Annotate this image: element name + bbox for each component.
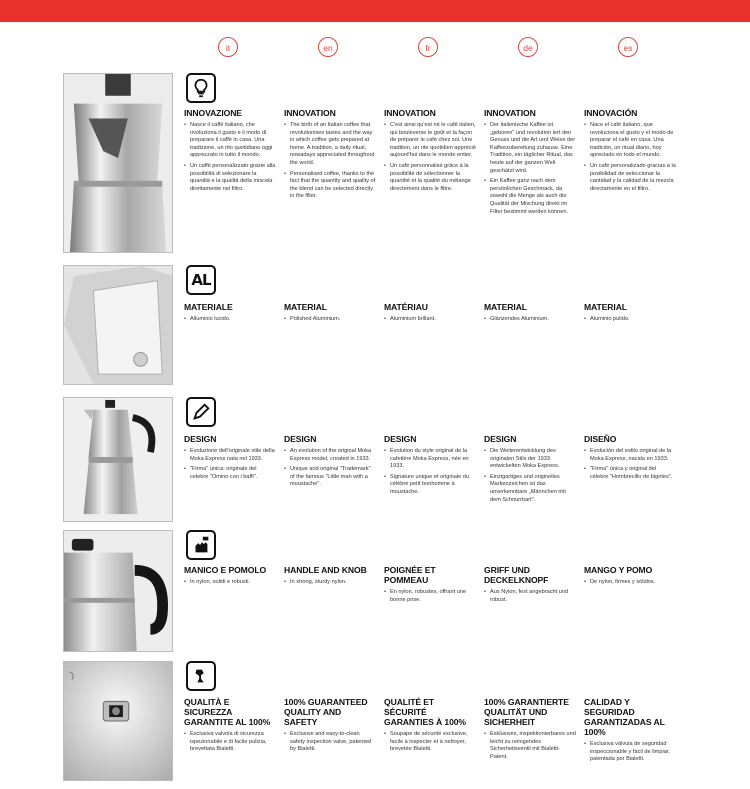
column-title: INNOVACIÓN xyxy=(584,108,638,118)
list-item: • Exklusives, inspektionierbares und leicht zu reinigendes Sicherheitsventil mit Bialetti-Patent. xyxy=(484,731,576,761)
column-title: 100% GARANTIERTE QUALITÄT UND SICHERHEIT xyxy=(484,697,569,727)
column-title: DESIGN xyxy=(284,434,317,444)
lang-badge-de: de xyxy=(518,37,538,57)
column-title: DESIGN xyxy=(484,434,517,444)
column-en xyxy=(284,565,376,590)
column-title: DESIGN xyxy=(384,434,417,444)
column-title: QUALITÉ ET SÉCURITÉ GARANTIES À 100% xyxy=(384,697,466,727)
product-photo-safety-valve xyxy=(63,661,173,781)
list-item: • Exclusive and easy-to-clean safety inspection valve, patented by Bialetti. xyxy=(284,731,376,754)
list-item: • De nylon, firmes y sólidos. xyxy=(584,579,676,587)
column-title: MATÉRIAU xyxy=(384,302,428,312)
list-item: • Ein Kaffee ganz nach dem persönlichen Geschmack, da sowohl die Menge als auch die Qualität der Mischung direkt im Filter bestimmt werden können. xyxy=(484,178,576,216)
column-title: DISEÑO xyxy=(584,434,617,444)
column-de xyxy=(484,434,576,507)
column-title: MANGO Y POMO xyxy=(584,565,653,575)
list-item: • Aus Nylon, fest angebracht und robust. xyxy=(484,589,576,604)
column-en xyxy=(284,302,376,327)
list-item: • Exclusiva válvula de seguridad inspeccionable y fácil de limpiar, patentada por Bialetti. xyxy=(584,741,676,764)
column-es xyxy=(584,434,676,484)
aluminium-symbol-text: AL xyxy=(191,271,211,289)
list-item: • Der italienische Kaffee ist „geboren" und revolution iert den Genuss und die Art und Weise der Kaffeezubereitung zuhause. Eine Tradition, ein täglicher Ritual, das heute auf der ganzen Welt geschätzt wird. xyxy=(484,122,576,175)
list-item: • Die Weiterentwicklung des originalen Stils der 1933 entwickelten Moka Express. xyxy=(484,448,576,471)
list-item: • Glänzendes Aluminium. xyxy=(484,316,576,324)
column-title: INNOVATION xyxy=(284,108,336,118)
column-es xyxy=(584,302,676,327)
column-title: GRIFF UND DECKELKNOPF xyxy=(484,565,549,585)
list-item: • En nylon, robustes, offrant une bonne prise. xyxy=(384,589,476,604)
column-fr xyxy=(384,302,476,327)
list-item: • Nace el café italiano, que revoluciona el gusto y el modo de preparar el café en casa. Una tradición, un ritual diario, hoy apreciado en todo el mundo. xyxy=(584,122,676,160)
pencil-design-icon xyxy=(186,397,216,427)
column-en xyxy=(284,434,376,492)
top-red-bar xyxy=(0,0,750,22)
column-es xyxy=(584,565,676,590)
list-item: • Un caffè personalizzato grazie alla possibilità di selezionare la quantità e la qualità della miscela direttamente nel filtro. xyxy=(184,163,276,193)
column-title: MATERIAL xyxy=(484,302,527,312)
product-photo-handle xyxy=(63,530,173,652)
list-item: • "Firma" única y original del célebre "Hombrecillo de bigotes". xyxy=(584,466,676,481)
list-item: • Evoluzione dell'originale stile della Moka Express nata nel 1933. xyxy=(184,448,276,463)
column-title: MATERIALE xyxy=(184,302,233,312)
column-en xyxy=(284,697,376,757)
column-en xyxy=(284,108,376,204)
column-it xyxy=(184,108,276,196)
column-title: HANDLE AND KNOB xyxy=(284,565,367,575)
product-photo-aluminium xyxy=(63,265,173,385)
column-de xyxy=(484,565,576,607)
list-item: • Évolution du style original de la cafetière Moka Express, née en 1933. xyxy=(384,448,476,471)
list-item: • Unique and original "Trademark" of the famous "Little man with a moustache". xyxy=(284,466,376,489)
column-fr xyxy=(384,697,476,757)
safety-valve-icon xyxy=(186,661,216,691)
list-item: • Einzigartiges und originelles Markenzeichen ist das unverkennbare „Männchen mit dem Schnurrbart". xyxy=(484,474,576,504)
column-title: QUALITÀ E SICUREZZA GARANTITE AL 100% xyxy=(184,697,271,727)
column-es xyxy=(584,108,676,196)
list-item: • An evolution of the original Moka Express model, created in 1933. xyxy=(284,448,376,463)
column-it xyxy=(184,434,276,484)
column-title: CALIDAD Y SEGURIDAD GARANTIZADAS AL 100% xyxy=(584,697,665,737)
column-title: INNOVAZIONE xyxy=(184,108,242,118)
list-item: • Soupape de sécurité exclusive, facile à inspecter et à nettoyer, brevetée Bialetti. xyxy=(384,731,476,754)
list-item: • Polished Aluminium. xyxy=(284,316,376,324)
list-item: • C'est ainsi qu'est né le café italien, qui bouleverse le goût et la façon de préparer le café chez soi. Une tradition, un rite quotidien apprécié aujourd'hui dans le monde entier. xyxy=(384,122,476,160)
column-title: INNOVATION xyxy=(384,108,436,118)
column-fr xyxy=(384,108,476,196)
list-item: • Esclusiva valvola di sicurezza ispezionabile e di facile pulizia, brevettata Bialetti. xyxy=(184,731,276,754)
aluminium-icon xyxy=(186,265,216,295)
column-title: MANICO E POMOLO xyxy=(184,565,267,575)
list-item: • Un café personalizado gracias a la posibilidad de seleccionar la cantidad y la calidad de la mezcla directamente en el filtro. xyxy=(584,163,676,193)
product-photo-moka-spout xyxy=(63,73,173,253)
column-title: MATERIAL xyxy=(584,302,627,312)
column-it xyxy=(184,565,276,590)
lang-badge-es: es xyxy=(618,37,638,57)
lang-badge-it: it xyxy=(218,37,238,57)
lightbulb-icon xyxy=(186,73,216,103)
column-title: DESIGN xyxy=(184,434,217,444)
list-item: • In nylon, solidi e robusti. xyxy=(184,579,276,587)
list-item: • Evolución del estilo original de la Moka Express, nacida en 1933. xyxy=(584,448,676,463)
list-item: • In strong, sturdy nylon. xyxy=(284,579,376,587)
list-item: • "Firma" unica: originale del celebre "Omino con i baffi". xyxy=(184,466,276,481)
list-item: • Personalised coffee, thanks to the fact that the quantity and quality of the blend can be selected directly in the filter. xyxy=(284,171,376,201)
column-fr xyxy=(384,434,476,500)
list-item: • Alluminio lucido. xyxy=(184,316,276,324)
column-it xyxy=(184,697,276,757)
list-item: • Signature unique et originale du célèbre petit bonhomme à moustache. xyxy=(384,474,476,497)
list-item: • Aluminium brillant. xyxy=(384,316,476,324)
column-de xyxy=(484,697,576,764)
column-title: INNOVATION xyxy=(484,108,536,118)
column-title: POIGNÉE ET POMMEAU xyxy=(384,565,436,585)
lang-badge-fr: fr xyxy=(418,37,438,57)
column-title: MATERIAL xyxy=(284,302,327,312)
column-title: 100% GUARANTEED QUALITY AND SAFETY xyxy=(284,697,368,727)
column-de xyxy=(484,302,576,327)
hand-grip-icon xyxy=(186,530,216,560)
list-item: • Aluminio pulido. xyxy=(584,316,676,324)
list-item: • Nasce il caffè italiano, che rivoluziona il gusto e il modo di preparare il caffè in casa. Una tradizione, un rito quotidiano oggi apprezzato in tutto il mondo. xyxy=(184,122,276,160)
column-de xyxy=(484,108,576,219)
product-photo-moka-express xyxy=(63,397,173,522)
list-item: • Un café personnalisé grâce à la possibilité de sélectionner la quantité et la qualité du mélange directement dans le filtre. xyxy=(384,163,476,193)
column-it xyxy=(184,302,276,327)
column-es xyxy=(584,697,676,767)
column-fr xyxy=(384,565,476,607)
list-item: • The birth of an Italian coffee that revolutionises tastes and the way in which coffee gets prepared at home. A tradition, a daily ritual, nowadays appreciated throughout the world. xyxy=(284,122,376,168)
lang-badge-en: en xyxy=(318,37,338,57)
